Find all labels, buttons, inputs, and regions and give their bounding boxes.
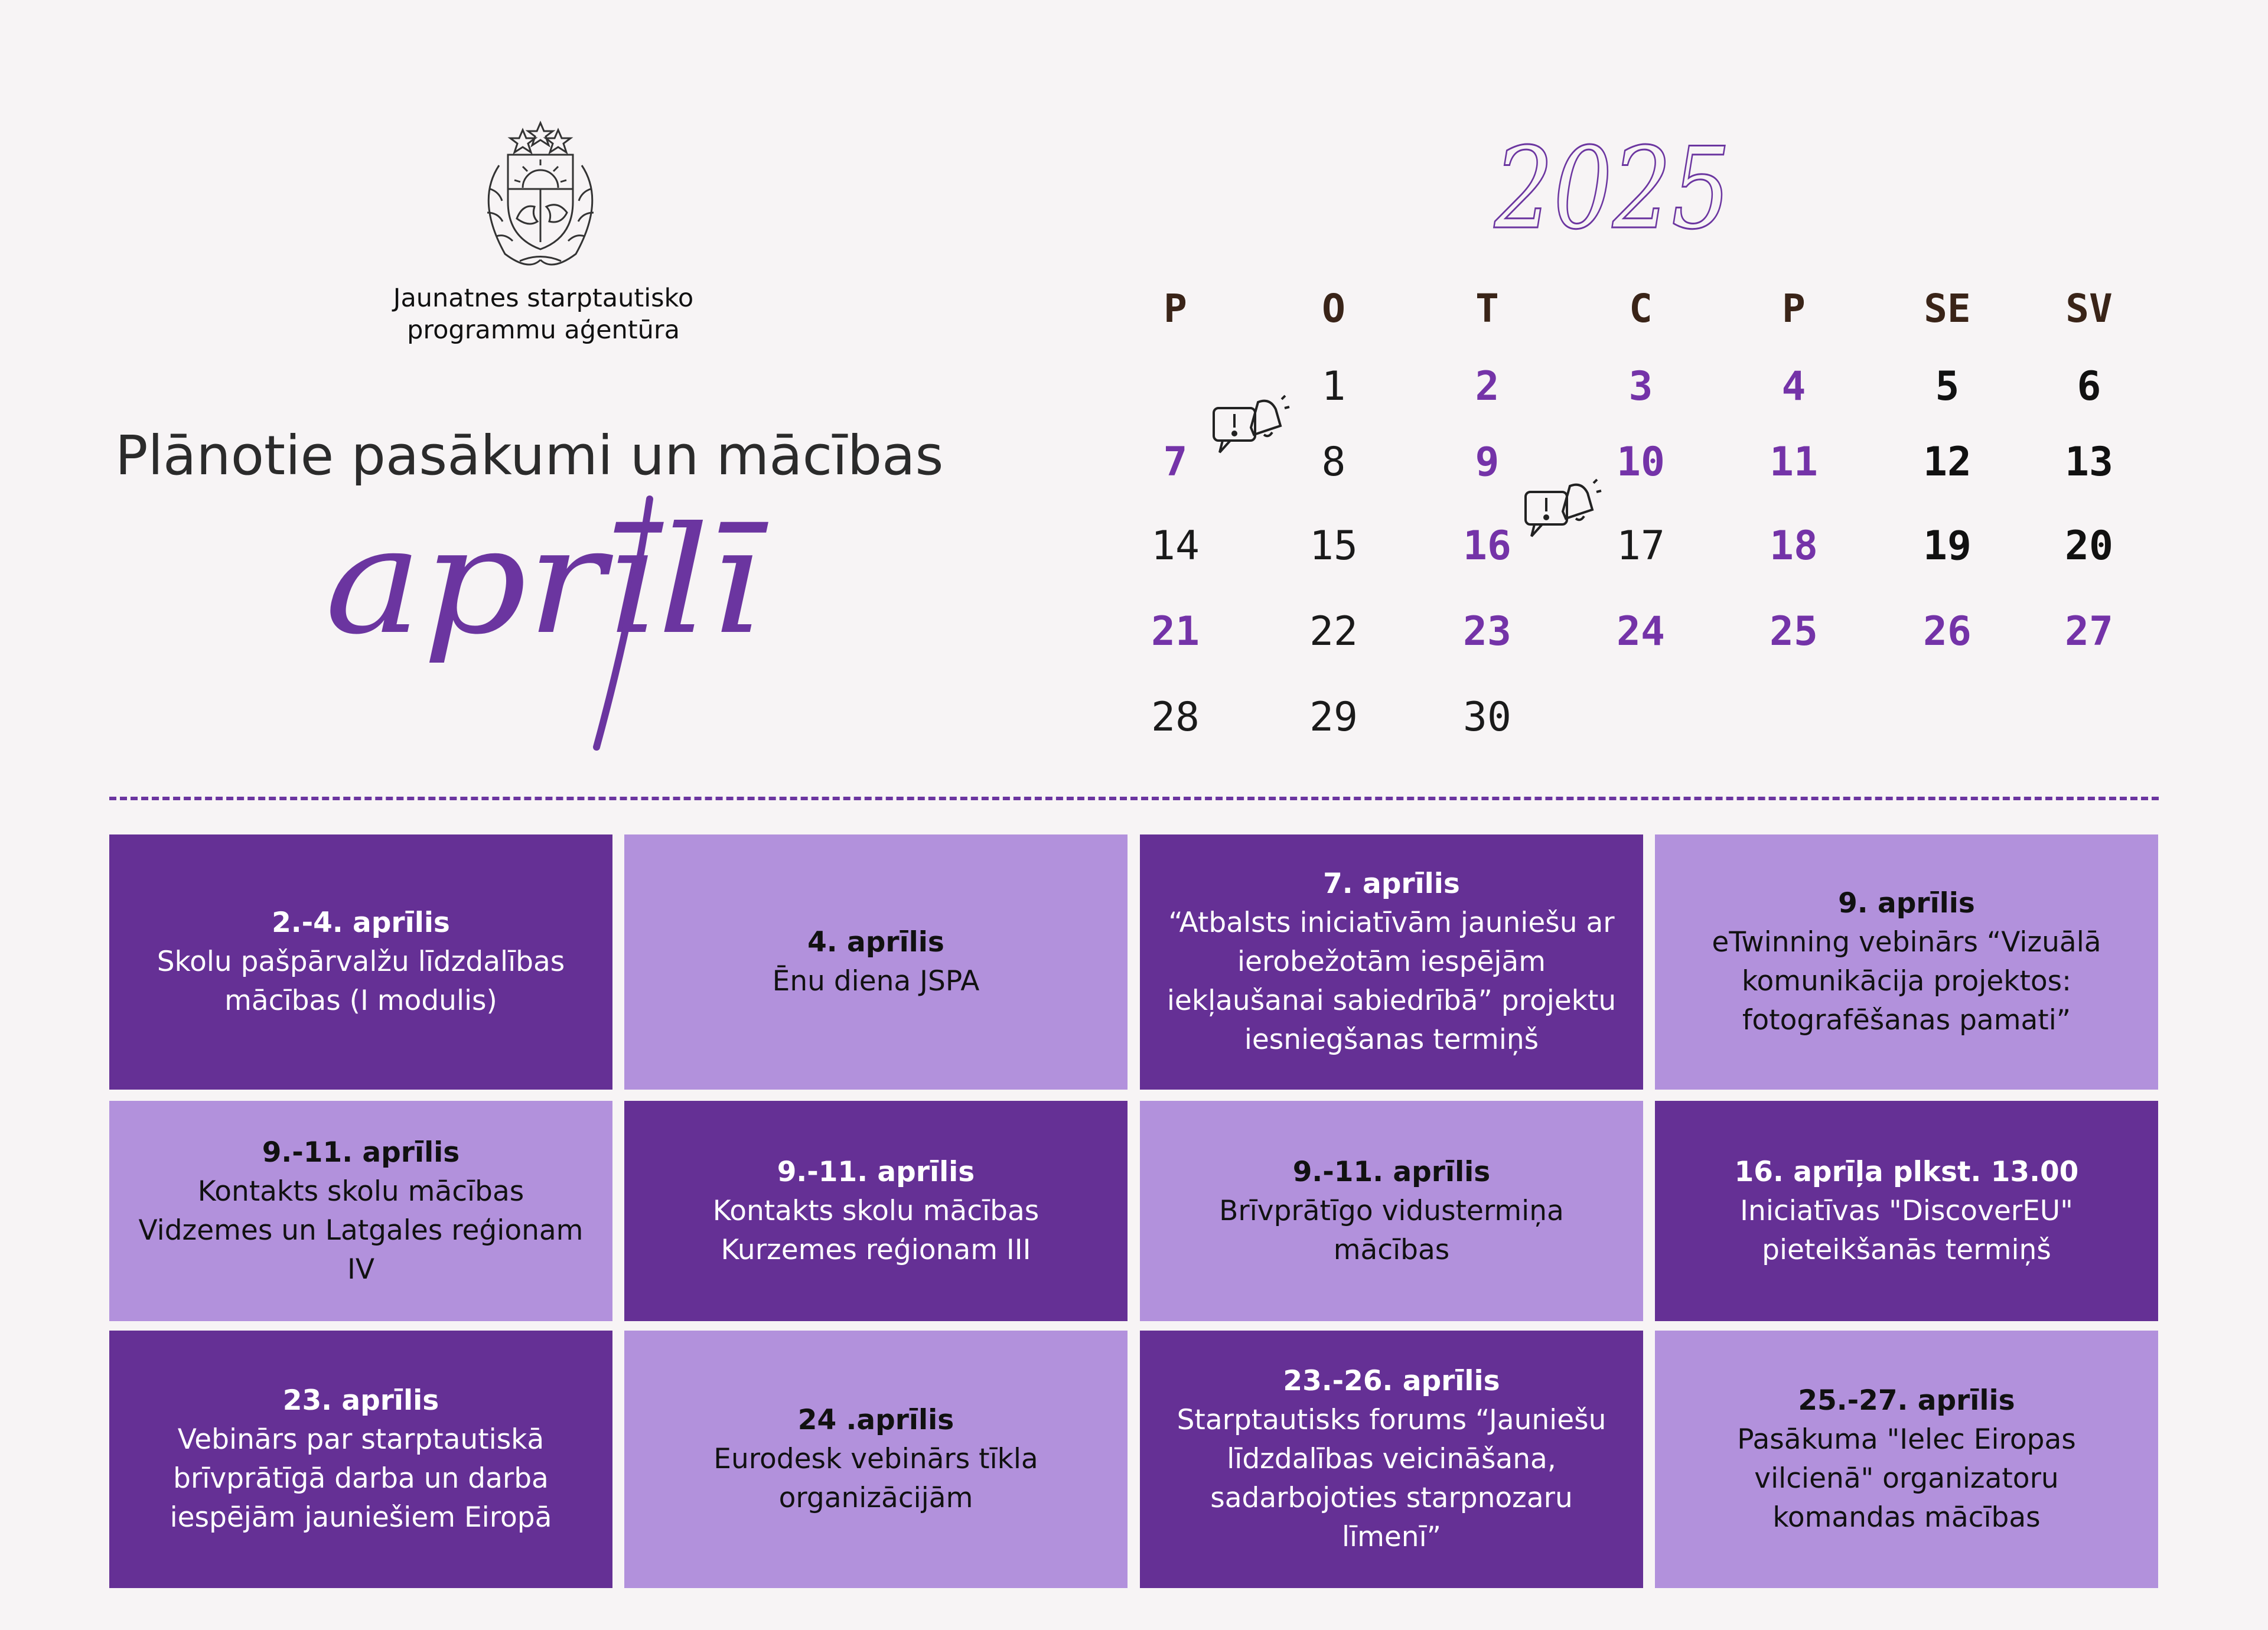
year-title (1488, 123, 1736, 257)
calendar-day: 23 (1463, 608, 1511, 655)
calendar-day: 10 (1617, 439, 1665, 485)
event-date: 9.-11. aprīlis (262, 1136, 460, 1169)
event-date: 23.-26. aprīlis (1283, 1365, 1500, 1397)
calendar-day: 19 (1923, 523, 1972, 569)
calendar-day: 12 (1923, 439, 1972, 485)
event-date: 4. aprīlis (807, 926, 944, 959)
organization-name-line-1: Jaunatnes starptautisko (393, 283, 694, 313)
calendar-day: 9 (1475, 439, 1500, 485)
calendar-day: 14 (1151, 523, 1200, 569)
event-date: 16. aprīļa plkst. 13.00 (1734, 1155, 2079, 1188)
event-date: 2.-4. aprīlis (272, 907, 450, 939)
event-description: Brīvprātīgo vidustermiņa mācības (1219, 1194, 1564, 1266)
event-card (624, 834, 1128, 1090)
event-card (1140, 1331, 1643, 1588)
calendar-day: 18 (1770, 523, 1818, 569)
event-date: 25.-27. aprīlis (1798, 1384, 2015, 1417)
event-date: 9.-11. aprīlis (1292, 1155, 1491, 1188)
event-card (1655, 1331, 2158, 1588)
event-card (624, 1331, 1128, 1588)
weekday-header: P (1164, 286, 1187, 331)
event-description: eTwinning vebinārs “Vizuālā komunikācija projektos: fotografēšanas pamati” (1712, 926, 2101, 1036)
page-heading: Plānotie pasākumi un mācības (115, 424, 944, 487)
coat-of-arms-logo (464, 118, 617, 272)
weekday-header: O (1322, 286, 1345, 331)
event-description: Vebinārs par starptautiskā brīvprātīgā darba un darba iespējām jauniešiem Eiropā (170, 1423, 552, 1534)
event-date: 23. aprīlis (282, 1384, 439, 1417)
event-description: Skolu pašpārvalžu līdzdalības mācības (I modulis) (157, 946, 565, 1017)
event-card (1655, 1101, 2158, 1321)
dashed-divider (109, 797, 2159, 800)
calendar-day: 24 (1617, 608, 1665, 655)
event-description: Pasākuma "Ielec Eiropas vilcienā" organizatoru komandas mācības (1737, 1423, 2076, 1534)
event-card (109, 1331, 612, 1588)
event-card (109, 1101, 612, 1321)
event-description: Kontakts skolu mācības Kurzemes reģionam III (712, 1194, 1040, 1266)
calendar-day: 8 (1321, 439, 1346, 485)
weekday-header: SV (2065, 286, 2113, 331)
event-card (624, 1101, 1128, 1321)
month-script-title (319, 472, 780, 750)
calendar-day: 27 (2065, 608, 2113, 655)
weekday-header: T (1475, 286, 1499, 331)
calendar-day: 13 (2065, 439, 2113, 485)
organization-name-line-2: programmu aģentūra (407, 315, 680, 345)
event-description: Eurodesk vebinārs tīkla organizācijām (713, 1443, 1038, 1514)
calendar-day: 28 (1151, 694, 1200, 741)
calendar-day: 15 (1309, 523, 1358, 569)
event-description: Kontakts skolu mācības Vidzemes un Latgales reģionam IV (138, 1175, 584, 1286)
event-card (1140, 834, 1643, 1090)
calendar-day: 17 (1617, 523, 1665, 569)
event-description: Starptautisks forums “Jauniešu līdzdalības veicināšana, sadarbojoties starpnozaru līmenī” (1177, 1404, 1606, 1553)
event-date: 9.-11. aprīlis (777, 1155, 975, 1188)
calendar-day: 7 (1163, 439, 1188, 485)
weekday-header: C (1629, 286, 1653, 331)
calendar-day: 1 (1321, 363, 1346, 410)
event-date: 9. aprīlis (1838, 887, 1975, 920)
calendar-day: 20 (2065, 523, 2113, 569)
calendar-day: 4 (1781, 363, 1806, 410)
calendar-day: 29 (1309, 694, 1358, 741)
event-card (109, 834, 612, 1090)
year-text: 2025 (1494, 123, 1731, 254)
calendar-day: 3 (1628, 363, 1653, 410)
month-script-text: aprīlī (325, 495, 769, 667)
calendar-day: 22 (1309, 608, 1358, 655)
weekday-header: SE (1924, 286, 1971, 331)
calendar-day: 25 (1770, 608, 1818, 655)
event-card (1140, 1101, 1643, 1321)
calendar-day: 16 (1463, 523, 1511, 569)
event-date: 7. aprīlis (1323, 868, 1460, 900)
event-card (1655, 834, 2158, 1090)
calendar-day: 2 (1475, 363, 1500, 410)
calendar-day: 21 (1151, 608, 1200, 655)
organization-name (331, 282, 756, 346)
event-description: “Atbalsts iniciatīvām jauniešu ar ierobežotām iespējām iekļaušanai sabiedrībā” projektu iesniegšanas termiņš (1166, 907, 1617, 1056)
calendar-day: 26 (1923, 608, 1972, 655)
calendar-day: 5 (1935, 363, 1960, 410)
event-description: Ēnu diena JSPA (772, 965, 980, 997)
weekday-header: P (1782, 286, 1806, 331)
event-date: 24 .aprīlis (797, 1404, 954, 1436)
event-description: Iniciatīvas "DiscoverEU" pieteikšanās termiņš (1740, 1194, 2073, 1266)
calendar-day: 11 (1770, 439, 1818, 485)
calendar-day: 6 (2077, 363, 2101, 410)
calendar-day: 30 (1463, 694, 1511, 741)
calendar-grid (1110, 272, 2150, 756)
